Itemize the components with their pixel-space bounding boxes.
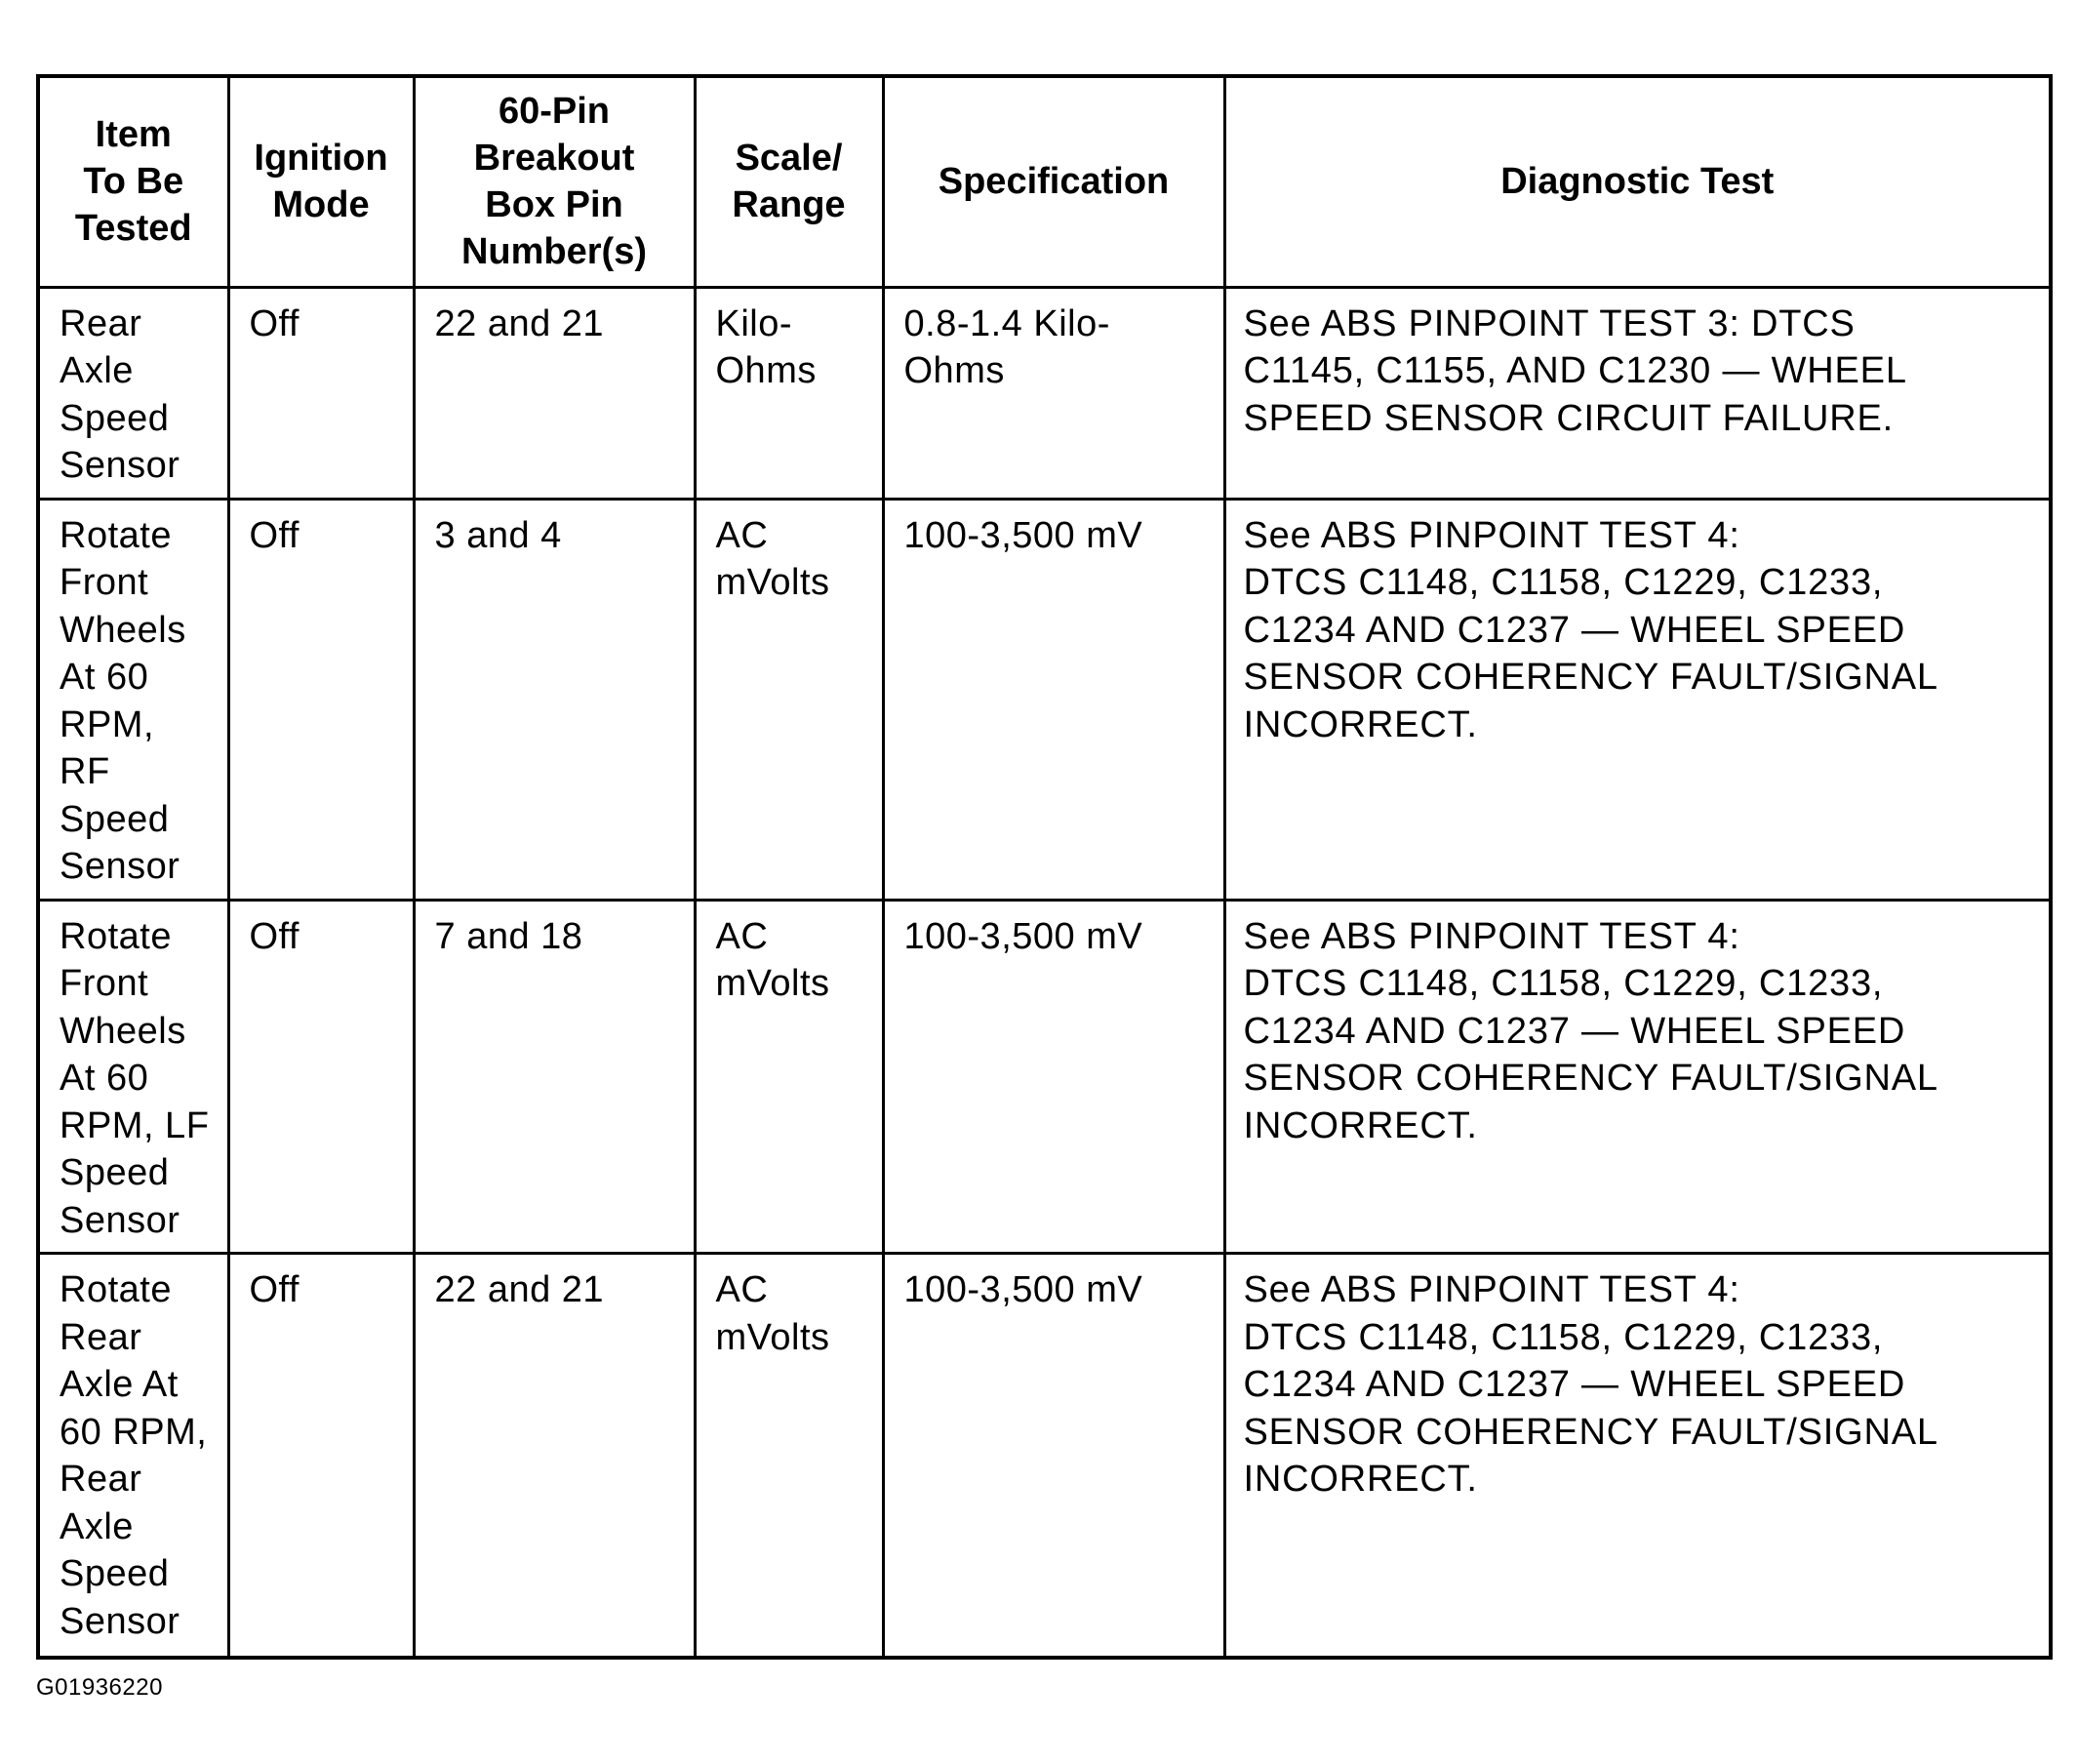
table-row [38,287,2051,499]
cell-diagnostic-test: See ABS PINPOINT TEST 3: DTCS C1145, C1155, AND C1230 — WHEEL SPEED SENSOR CIRCUIT FAILURE. [1224,287,2051,499]
header-row [38,76,2051,287]
cell-ignition: Off [228,287,414,499]
cell-spec: 100-3,500 mV [883,499,1224,900]
cell-pins: 3 and 4 [414,499,695,900]
cell-pins: 7 and 18 [414,900,695,1254]
cell-diagnostic-test: See ABS PINPOINT TEST 4: DTCS C1148, C1158, C1229, C1233, C1234 AND C1237 — WHEEL SPEED SENSOR COHERENCY FAULT/SIGNAL INCORRECT. [1224,1254,2051,1658]
cell-item: Rotate Front Wheels At 60 RPM, RF Speed Sensor [38,499,228,900]
cell-ignition: Off [228,1254,414,1658]
cell-scale: AC mVolts [695,900,883,1254]
table-row [38,900,2051,1254]
cell-pins: 22 and 21 [414,287,695,499]
header-diagnostic-test: Diagnostic Test [1224,76,2051,287]
cell-item: Rear Axle Speed Sensor [38,287,228,499]
cell-spec: 0.8-1.4 Kilo- Ohms [883,287,1224,499]
header-pin-numbers: 60-Pin Breakout Box Pin Number(s) [414,76,695,287]
cell-scale: AC mVolts [695,499,883,900]
header-item-to-be-tested: Item To Be Tested [38,76,228,287]
cell-scale: AC mVolts [695,1254,883,1658]
diagnostic-table [36,74,2053,1660]
table-row [38,1254,2051,1658]
cell-diagnostic-test: See ABS PINPOINT TEST 4: DTCS C1148, C1158, C1229, C1233, C1234 AND C1237 — WHEEL SPEED SENSOR COHERENCY FAULT/SIGNAL INCORRECT. [1224,499,2051,900]
header-ignition-mode: Ignition Mode [228,76,414,287]
cell-spec: 100-3,500 mV [883,900,1224,1254]
cell-scale: Kilo- Ohms [695,287,883,499]
cell-pins: 22 and 21 [414,1254,695,1658]
figure-id: G01936220 [36,1674,163,1701]
table-row [38,499,2051,900]
cell-spec: 100-3,500 mV [883,1254,1224,1658]
cell-diagnostic-test: See ABS PINPOINT TEST 4: DTCS C1148, C1158, C1229, C1233, C1234 AND C1237 — WHEEL SPEED SENSOR COHERENCY FAULT/SIGNAL INCORRECT. [1224,900,2051,1254]
cell-ignition: Off [228,900,414,1254]
header-specification: Specification [883,76,1224,287]
cell-item: Rotate Rear Axle At 60 RPM, Rear Axle Speed Sensor [38,1254,228,1658]
cell-ignition: Off [228,499,414,900]
header-scale-range: Scale/ Range [695,76,883,287]
cell-item: Rotate Front Wheels At 60 RPM, LF Speed Sensor [38,900,228,1254]
